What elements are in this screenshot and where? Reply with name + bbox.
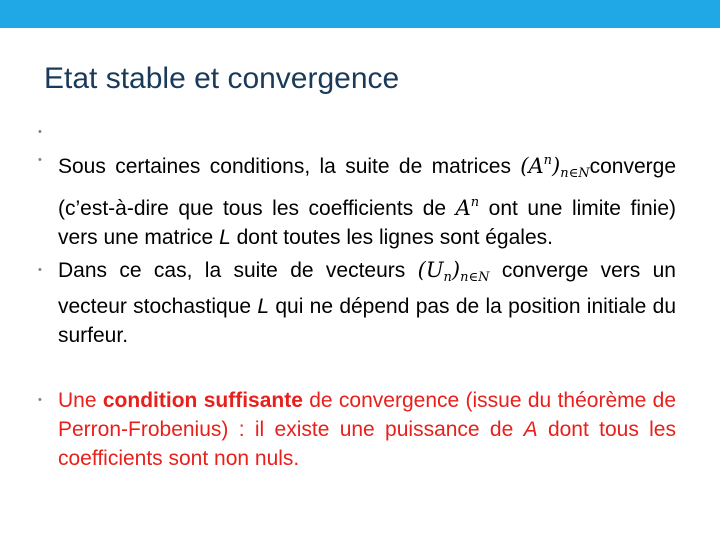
math-matrix-sequence: $(A^n)_{n\in N}$ [520,153,590,181]
bullet-dot-icon: • [38,154,42,166]
bullet-sufficient-condition [36,386,676,473]
text-run: converge (c’est-à-dire que tous les coefficients de [58,155,676,220]
math-L: L [219,226,231,249]
text-run: converge vers un vecteur stochastique [58,259,676,318]
text-run: de convergence (issue du théorème de Perron-Frobenius) : il existe une puissance de [58,389,677,441]
text-run: qui ne dépend pas de la position initiale du surfeur. [58,295,676,347]
text-run: Sous certaines conditions, la suite de matrices [58,155,521,178]
text-run: Une [58,389,103,412]
top-accent-bar [0,0,720,28]
bullet-dot-icon: • [38,264,42,276]
bullet-dot-icon: • [38,126,42,138]
text-run: ont une limite finie) vers une matrice [58,197,677,249]
slide-title: Etat stable et convergence [44,62,400,95]
math-matrix-power: $A^n$ [455,195,480,220]
bullet-dot-icon: • [38,394,42,406]
math-L: L [257,295,270,318]
math-A: A [523,418,538,441]
math-vector-sequence: $(U_n)_{n\in N}$ [417,258,490,285]
bullet-convergence-conditions [36,146,676,252]
empty-bullet [36,118,676,146]
bullet-list [36,118,676,473]
text-run: dont tous les coefficients sont non nuls. [58,418,676,470]
text-run: Dans ce cas, la suite de vecteurs [58,259,418,282]
strong-text: condition suffisante [102,389,303,412]
text-run: dont toutes les lignes sont égales. [230,226,553,249]
bullet-vector-convergence [36,256,676,350]
